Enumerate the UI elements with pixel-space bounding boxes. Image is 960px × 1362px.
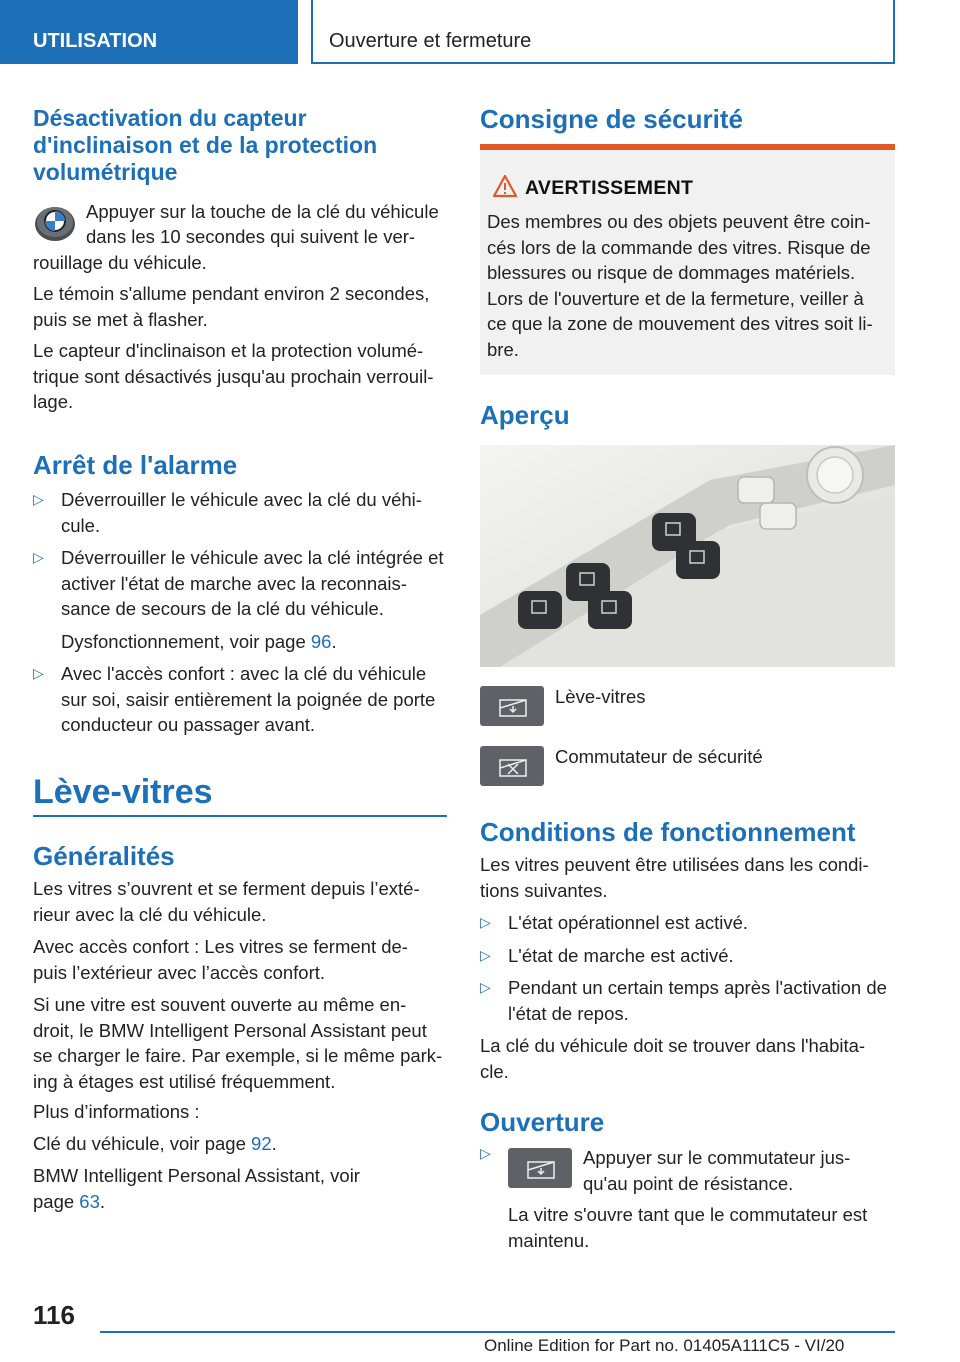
safety-switch-icon xyxy=(480,746,544,786)
heading-consigne: Consigne de sécurité xyxy=(480,104,743,134)
triangle-bullet-icon: ▷ xyxy=(480,946,491,963)
edition-text: Online Edition for Part no. 01405A111C5 - VI/20 xyxy=(484,1336,845,1355)
window-switch-photo xyxy=(480,445,895,667)
triangle-bullet-icon: ▷ xyxy=(33,491,44,507)
triangle-bullet-icon: ▷ xyxy=(480,1145,491,1161)
list-item: ▷ Pendant un certain temps après l'activation de l'état de repos. xyxy=(480,977,887,1024)
list-item: ▷ Déverrouiller le véhicule avec la clé du véhi- cule. xyxy=(33,489,422,536)
heading-apercu: Aperçu xyxy=(480,400,570,430)
list-item: ▷ L'état de marche est activé. xyxy=(480,943,895,969)
chapter-title: Ouverture et fermeture xyxy=(311,0,895,64)
section-tab: UTILISATION xyxy=(0,0,298,64)
page-link-96[interactable]: 96 xyxy=(310,630,332,652)
list-item: ▷ Déverrouiller le véhicule avec la clé intégrée et activer l'état de marche avec la reconnais- sance de secours de la clé du véhicule. xyxy=(33,547,444,619)
bmw-key-icon xyxy=(33,200,77,244)
triangle-bullet-icon: ▷ xyxy=(480,914,491,930)
para-gen-3: Si une vitre est souvent ouverte au même en- droit, le BMW Intelligent Personal Assistant peut se charger le faire. Par exemple, si le même park- ing à étages est utilisé fréquemment. xyxy=(33,994,443,1092)
warning-triangle-icon xyxy=(492,174,518,198)
heading-ouverture: Ouverture xyxy=(480,1107,605,1137)
conditions-list xyxy=(480,910,895,1026)
alarme-list xyxy=(33,487,447,738)
page-number: 116 xyxy=(33,1300,75,1330)
triangle-bullet-icon: ▷ xyxy=(480,979,491,995)
para-cond: Les vitres peuvent être utilisées dans les condi- tions suivantes. xyxy=(480,854,869,901)
ouverture-text-1: Appuyer sur le commutateur jus- xyxy=(583,1147,851,1168)
section-divider xyxy=(33,815,447,817)
sensor-text-2: dans les 10 secondes qui suivent le ver- xyxy=(86,226,416,247)
warning-text: Des membres ou des objets peuvent être coin- cés lors de la commande des vitres. Risque de blessures ou risque de dommages matériels. Lors de l'ouverture et de la fermeture, veiller à ce que la zone de mouvement des vitres soit li- bre. xyxy=(487,211,873,360)
para-capteur: Le capteur d'inclinaison et la protection volumé- trique sont désactivés jusqu'au prochain verrouil- lage. xyxy=(33,340,434,412)
para-bmw-page: page 63. xyxy=(33,1191,106,1212)
heading-leve-vitres: Lève-vitres xyxy=(33,773,213,811)
triangle-bullet-icon: ▷ xyxy=(33,665,44,681)
warning-box xyxy=(480,144,895,375)
sensor-text-1: Appuyer sur la touche de la clé du véhicule xyxy=(86,201,439,222)
sensor-text-3: rouillage du véhicule. xyxy=(33,252,207,273)
para-plus: Plus d’informations : xyxy=(33,1101,200,1122)
heading-sensor: Désactivation du capteur d'inclinaison et de la protection volumétrique xyxy=(33,105,378,185)
ouverture-text-3: La vitre s'ouvre tant que le commutateur est maintenu. xyxy=(508,1204,868,1251)
heading-conditions: Conditions de fonctionnement xyxy=(480,817,856,847)
list-item-note: Dysfonctionnement, voir page 96. xyxy=(61,630,337,652)
legend-leve-vitres: Lève-vitres xyxy=(555,686,646,707)
ouverture-text-2: qu'au point de résistance. xyxy=(583,1173,794,1194)
window-lifter-icon xyxy=(480,686,544,726)
page-link-92[interactable]: 92 xyxy=(251,1133,272,1154)
legend-securite: Commutateur de sécurité xyxy=(555,746,763,767)
warning-title: AVERTISSEMENT xyxy=(525,177,694,199)
triangle-bullet-icon: ▷ xyxy=(33,549,44,565)
para-bmw: BMW Intelligent Personal Assistant, voir xyxy=(33,1165,360,1186)
para-cle: Clé du véhicule, voir page 92. xyxy=(33,1133,277,1154)
list-item: ▷ L'état opérationnel est activé. xyxy=(480,910,895,936)
heading-alarme: Arrêt de l'alarme xyxy=(33,450,238,480)
window-lifter-icon xyxy=(508,1148,572,1188)
footer-divider xyxy=(100,1331,895,1333)
para-cle-habitacle: La clé du véhicule doit se trouver dans l'habita- cle. xyxy=(480,1035,866,1082)
para-temoin: Le témoin s'allume pendant environ 2 secondes, puis se met à flasher. xyxy=(33,283,430,330)
para-gen-2: Avec accès confort : Les vitres se ferment de- puis l’extérieur avec l’accès confort. xyxy=(33,936,408,983)
para-gen-1: Les vitres s’ouvrent et se ferment depuis l’exté- rieur avec la clé du véhicule. xyxy=(33,878,420,925)
list-item: ▷ Avec l'accès confort : avec la clé du véhicule sur soi, saisir entièrement la poignée de porte conducteur ou passager avant. xyxy=(33,663,436,735)
page-link-63[interactable]: 63 xyxy=(79,1191,100,1212)
heading-generalites: Généralités xyxy=(33,841,175,871)
